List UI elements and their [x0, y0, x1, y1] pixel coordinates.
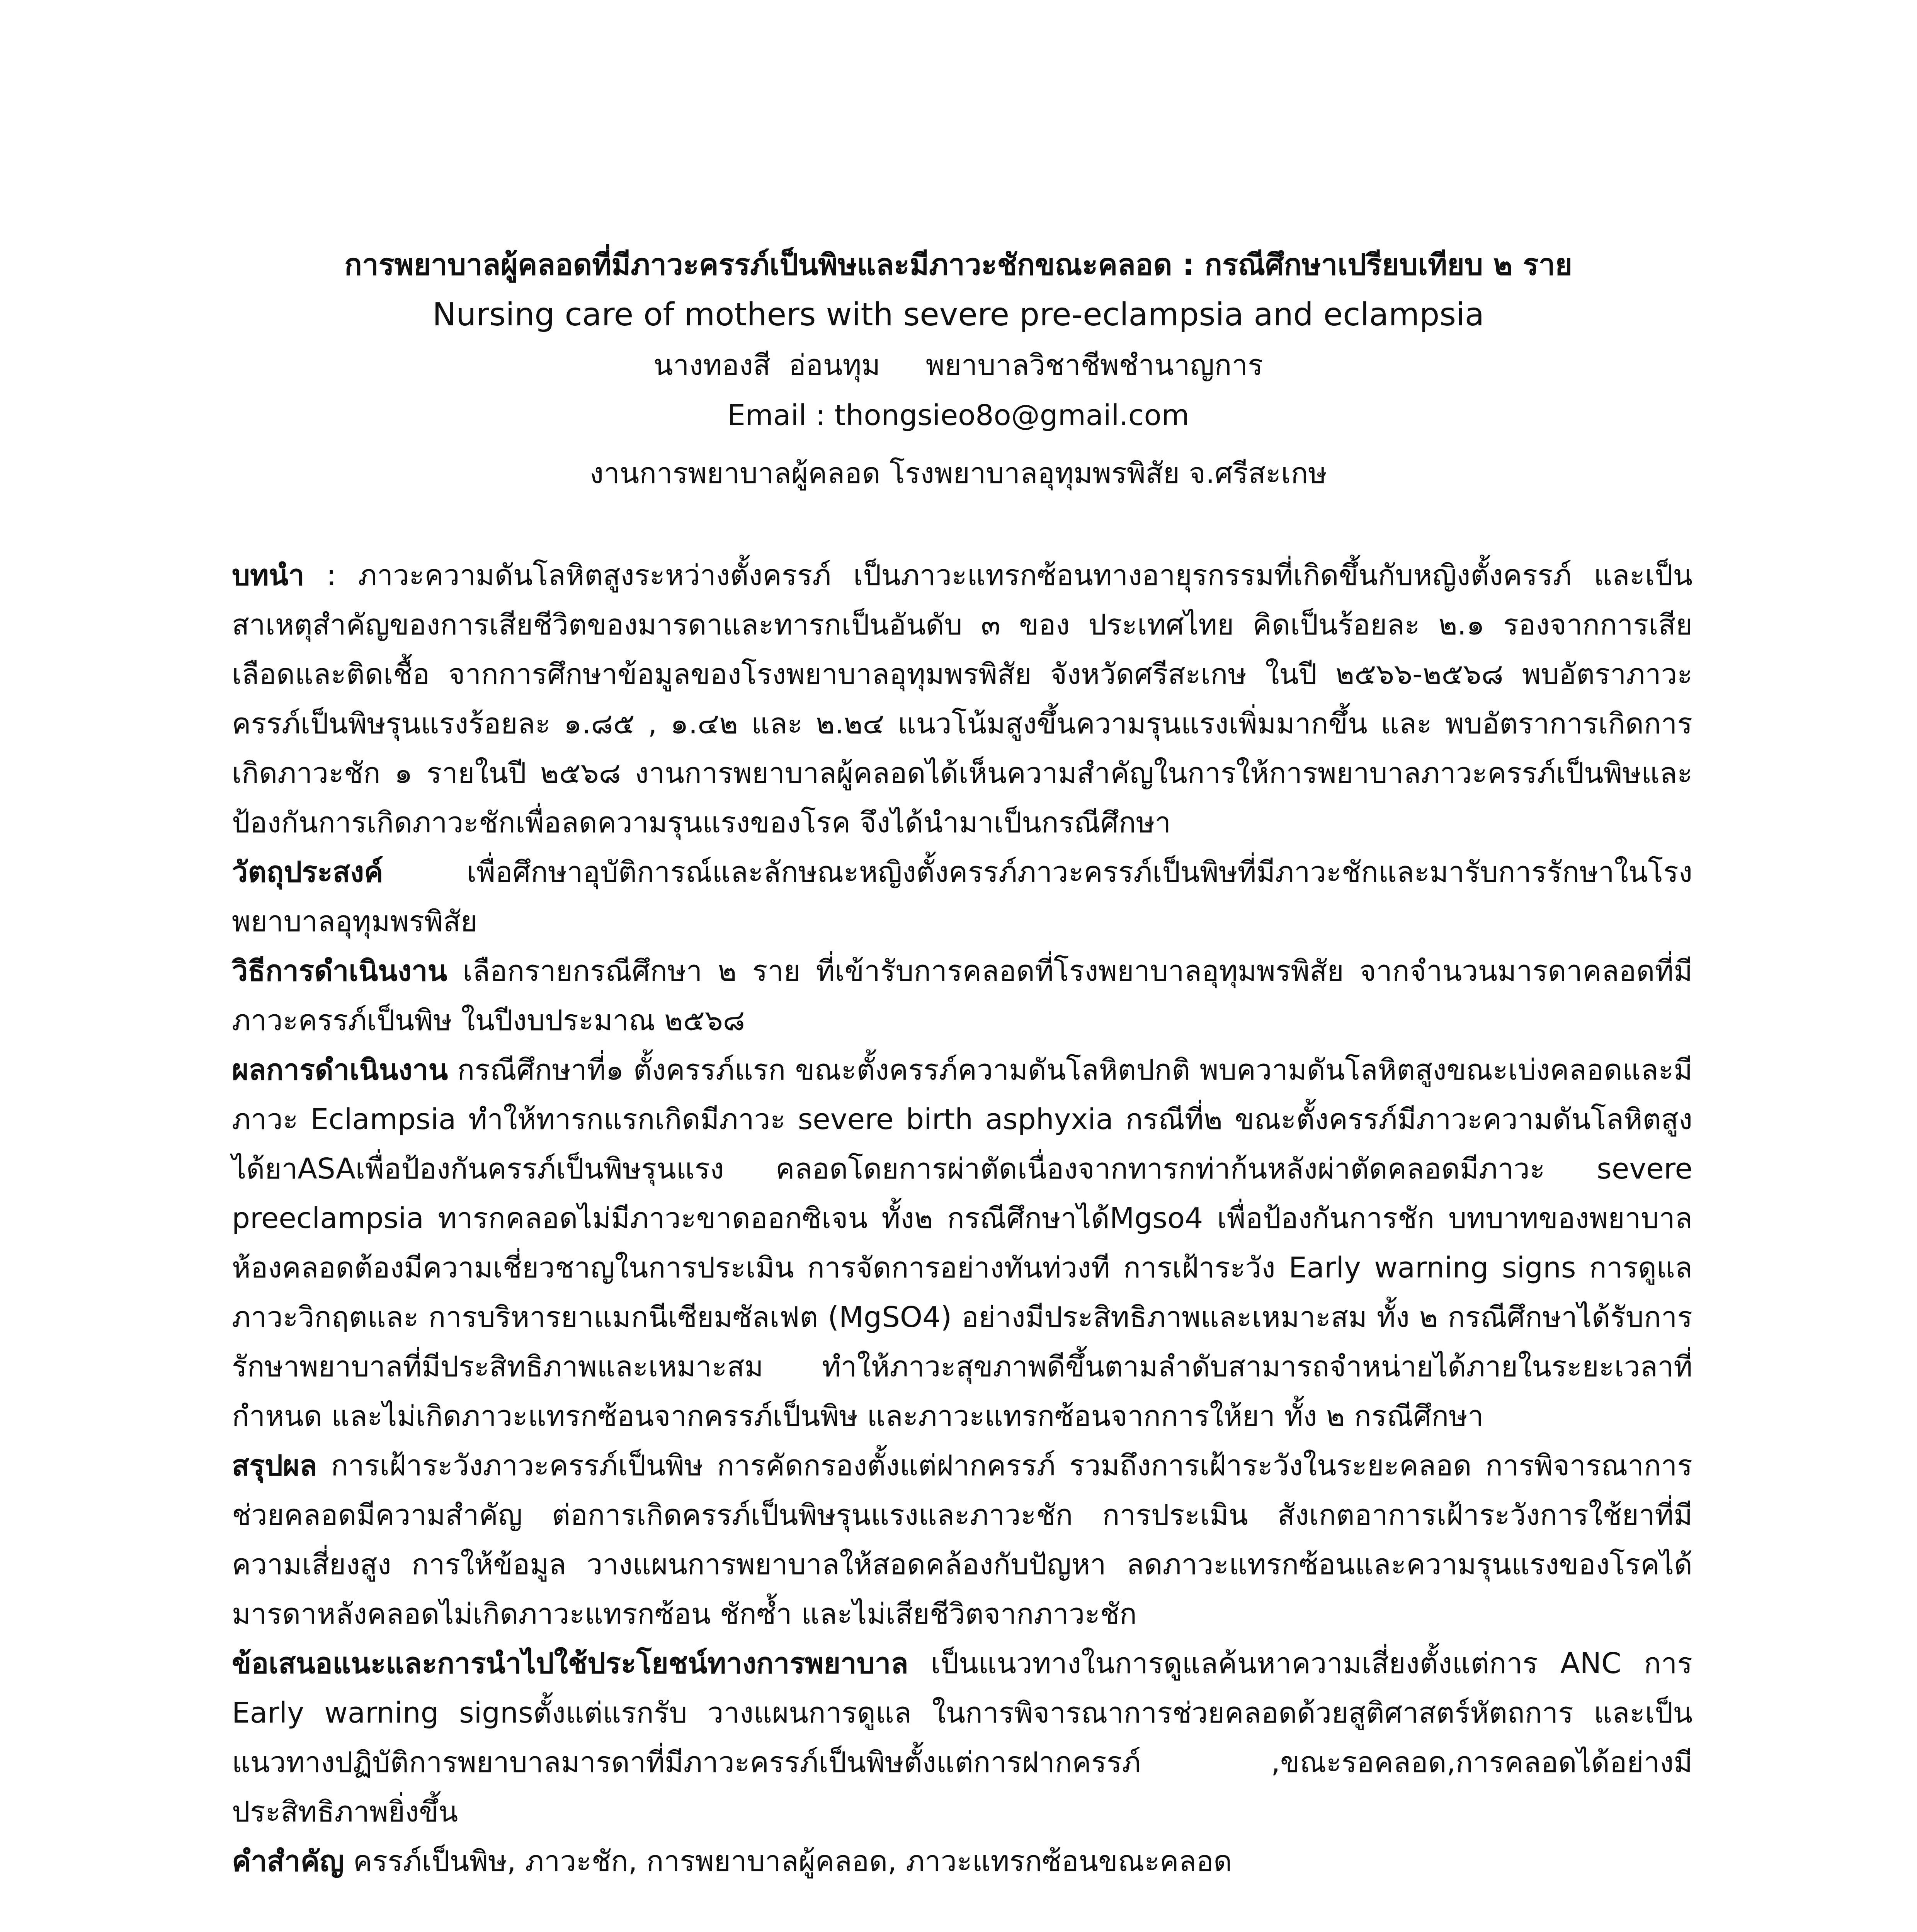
section-text-intro: : ภาวะความดันโลหิตสูงระหว่างตั้งครรภ์ เป็นภาวะแทรกซ้อนทางอายุรกรรมที่เกิดขึ้นกับหญิงตั้งครรภ์ และเป็นสาเหตุสำคัญของการเสียชีวิตของมารดาและทารกเป็นอันดับ ๓ ของ ประเทศไทย คิดเป็นร้อยละ ๒.๑ รองจากการเสียเลือดและติดเชื้อ จากการศึกษาข้อมูลของโรงพยาบาลอุทุมพรพิสัย จังหวัดศรีสะเกษ ในปี ๒๕๖๖-๒๕๖๘ พบอัตราภาวะครรภ์เป็นพิษรุนแรงร้อยละ ๑.๘๕ , ๑.๔๒ และ ๒.๒๔ แนวโน้มสูงขึ้นความรุนแรงเพิ่มมากขึ้น และ พบอัตราการเกิดการเกิดภาวะชัก ๑ รายในปี ๒๕๖๘ งานการพยาบาลผู้คลอดได้เห็นความสำคัญในการให้การพยาบาลภาวะครรภ์เป็นพิษและป้องกันการเกิดภาวะชักเพื่อลดความรุนแรงของโรค จึงได้นำมาเป็นกรณีศึกษา [232, 559, 1692, 839]
section-text-conclusion: การเฝ้าระวังภาวะครรภ์เป็นพิษ การคัดกรองตั้งแต่ฝากครรภ์ รวมถึงการเฝ้าระวังในระยะคลอด การพิจารณาการช่วยคลอดมีความสำคัญ ต่อการเกิดครรภ์เป็นพิษรุนแรงและภาวะชัก การประเมิน สังเกตอาการเฝ้าระวังการใช้ยาที่มีความเสี่ยงสูง การให้ข้อมูล วางแผนการพยาบาลให้สอดคล้องกับปัญหา ลดภาวะแทรกซ้อนและความรุนแรงของโรคได้ มารดาหลังคลอดไม่เกิดภาวะแทรกซ้อน ชักซ้ำ และไม่เสียชีวิตจากภาวะชัก [232, 1449, 1692, 1631]
section-keywords [232, 1837, 1692, 1886]
section-text-method: เลือกรายกรณีศึกษา ๒ ราย ที่เข้ารับการคลอดที่โรงพยาบาลอุทุมพรพิสัย จากจำนวนมารดาคลอดที่มีภาวะครรภ์เป็นพิษ ในปีงบประมาณ ๒๕๖๘ [232, 954, 1692, 1037]
section-intro [232, 551, 1692, 847]
section-label-recommendation: ข้อเสนอแนะและการนำไปใช้ประโยชน์ทางการพยาบาล [232, 1647, 908, 1680]
section-text-recommendation: เป็นแนวทางในการดูแลค้นหาความเสี่ยงตั้งแต่การ ANC การ Early warning signsตั้งแต่แรกรับ วางแผนการดูแล ในการพิจารณาการช่วยคลอดด้วยสูติศาสตร์หัตถการ และเป็นแนวทางปฏิบัติการพยาบาลมารดาที่มีภาวะครรภ์เป็นพิษตั้งแต่การฝากครรภ์ ,ขณะรอคลอด,การคลอดได้อย่างมีประสิทธิภาพยิ่งขึ้น [232, 1647, 1692, 1828]
author-email: Email : thongsieo8o@gmail.com [727, 399, 1189, 432]
section-method [232, 946, 1692, 1045]
section-text-keywords: ครรภ์เป็นพิษ, ภาวะชัก, การพยาบาลผู้คลอด, ภาวะแทรกซ้อนขณะคลอด [344, 1845, 1232, 1878]
author-line: นางทองสี อ่อนทุม พยาบาลวิชาชีพชำนาญการ [653, 349, 1263, 382]
abstract-body [232, 551, 1692, 1886]
section-conclusion [232, 1441, 1692, 1639]
title-thai: การพยาบาลผู้คลอดที่มีภาวะครรภ์เป็นพิษและมีภาวะชักขณะคลอด : กรณีศึกษาเปรียบเทียบ ๒ ราย [344, 247, 1573, 282]
document-header [216, 240, 1700, 498]
section-label-keywords: คำสำคัญ [232, 1845, 344, 1878]
section-label-method: วิธีการดำเนินงาน [232, 954, 447, 988]
section-text-results: กรณีศึกษาที่๑ ตั้งครรภ์แรก ขณะตั้งครรภ์ความดันโลหิตปกติ พบความดันโลหิตสูงขณะเบ่งคลอดและมีภาวะ Eclampsia ทำให้ทารกแรกเกิดมีภาวะ severe birth asphyxia กรณีที่๒ ขณะตั้งครรภ์มีภาวะความดันโลหิตสูงได้ยาASAเพื่อป้องกันครรภ์เป็นพิษรุนแรง คลอดโดยการผ่าตัดเนื่องจากทารกท่าก้นหลังผ่าตัดคลอดมีภาวะ severe preeclampsia ทารกคลอดไม่มีภาวะขาดออกซิเจน ทั้ง๒ กรณีศึกษาได้Mgso4 เพื่อป้องกันการชัก บทบาทของพยาบาลห้องคลอดต้องมีความเชี่ยวชาญในการประเมิน การจัดการอย่างทันท่วงที การเฝ้าระวัง Early warning signs การดูแลภาวะวิกฤตและ การบริหารยาแมกนีเซียมซัลเฟต (MgSO4) อย่างมีประสิทธิภาพและเหมาะสม ทั้ง ๒ กรณีศึกษาได้รับการรักษาพยาบาลที่มีประสิทธิภาพและเหมาะสม ทำให้ภาวะสุขภาพดีขึ้นตามลำดับสามารถจำหน่ายได้ภายในระยะเวลาที่กำหนด และไม่เกิดภาวะแทรกซ้อนจากครรภ์เป็นพิษ และภาวะแทรกซ้อนจากการให้ยา ทั้ง ๒ กรณีศึกษา [232, 1053, 1692, 1433]
section-label-intro: บทนำ [232, 559, 304, 592]
section-objective [232, 847, 1692, 946]
section-text-objective: เพื่อศึกษาอุบัติการณ์และลักษณะหญิงตั้งครรภ์ภาวะครรภ์เป็นพิษที่มีภาวะชักและมารับการรักษาในโรงพยาบาลอุทุมพรพิสัย [232, 855, 1692, 938]
organization-line: งานการพยาบาลผู้คลอด โรงพยาบาลอุทุมพรพิสัย จ.ศรีสะเกษ [589, 457, 1327, 490]
title-english: Nursing care of mothers with severe pre-eclampsia and eclampsia [432, 296, 1485, 333]
section-results [232, 1045, 1692, 1441]
section-label-objective: วัตถุประสงค์ [232, 855, 383, 889]
section-recommendation [232, 1639, 1692, 1837]
section-label-results: ผลการดำเนินงาน [232, 1053, 448, 1087]
section-label-conclusion: สรุปผล [232, 1449, 317, 1482]
